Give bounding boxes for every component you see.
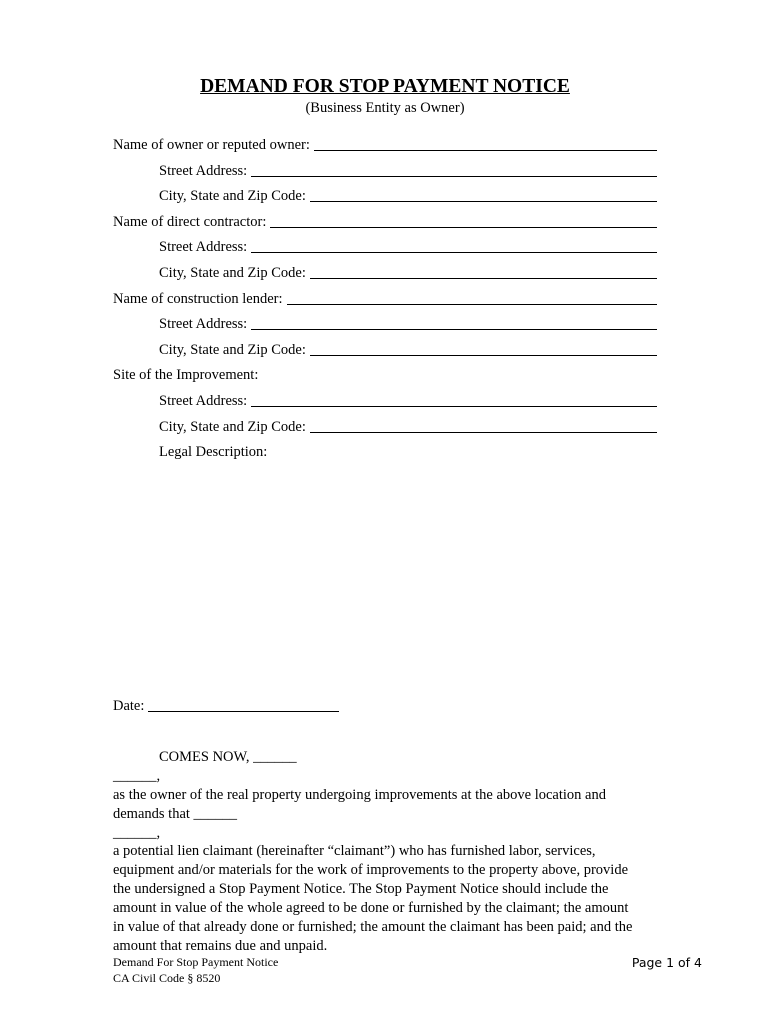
field-blank-line[interactable]: [251, 406, 657, 407]
field-label: City, State and Zip Code:: [159, 341, 306, 358]
footer-title: Demand For Stop Payment Notice: [113, 955, 279, 969]
form-field[interactable]: [159, 418, 657, 436]
field-label: Site of the Improvement:: [113, 367, 259, 384]
form-field[interactable]: [159, 264, 657, 282]
comes-now-text: COMES NOW, ______: [159, 749, 297, 765]
field-blank-line[interactable]: [251, 329, 657, 330]
form-field: [113, 366, 657, 384]
date-blank-line[interactable]: [148, 711, 339, 712]
field-blank-line[interactable]: [310, 201, 657, 202]
body-paragraph-line: a potential lien claimant (hereinafter “claimant”) who has furnished labor, services,: [113, 843, 596, 859]
form-field[interactable]: [113, 136, 657, 154]
body-paragraph-line: amount that remains due and unpaid.: [113, 938, 328, 954]
page-number: Page 1 of 4: [631, 955, 702, 970]
body-paragraph-line: amount in value of the whole agreed to be done or furnished by the claimant; the amount: [113, 900, 629, 916]
body-line-2: demands that ______: [113, 806, 238, 822]
form-field[interactable]: [113, 290, 657, 308]
field-blank-line[interactable]: [310, 278, 657, 279]
field-blank-line[interactable]: [287, 304, 657, 305]
field-blank-line[interactable]: [270, 227, 657, 228]
field-label: Legal Description:: [159, 444, 268, 461]
field-blank-line[interactable]: [251, 176, 657, 177]
body-paragraph-line: the undersigned a Stop Payment Notice. The Stop Payment Notice should include the: [113, 881, 609, 897]
field-label: Name of owner or reputed owner:: [113, 137, 310, 153]
field-label: Street Address:: [159, 162, 248, 179]
body-paragraph-line: equipment and/or materials for the work of improvements to the property above, provide: [113, 862, 629, 878]
date-field[interactable]: [113, 697, 339, 715]
field-label: Street Address:: [159, 393, 248, 409]
field-label: City, State and Zip Code:: [159, 265, 306, 281]
blank-claimant-name: ______,: [113, 825, 161, 841]
document-subtitle: (Business Entity as Owner): [305, 100, 465, 116]
field-label: Name of direct contractor:: [113, 213, 267, 230]
field-blank-line[interactable]: [251, 252, 657, 253]
field-label: Street Address:: [159, 316, 248, 333]
form-field[interactable]: [159, 238, 657, 256]
body-line-1: as the owner of the real property undergoing improvements at the above location and: [113, 787, 606, 803]
document-title: DEMAND FOR STOP PAYMENT NOTICE: [200, 76, 570, 97]
date-label: Date:: [113, 698, 145, 714]
footer-code: CA Civil Code § 8520: [113, 971, 221, 985]
field-blank-line[interactable]: [310, 432, 657, 433]
field-label: City, State and Zip Code:: [159, 418, 306, 435]
form-field: [159, 443, 657, 461]
form-field[interactable]: [159, 341, 657, 359]
field-blank-line[interactable]: [314, 150, 657, 151]
form-field[interactable]: [159, 315, 657, 333]
body-paragraph-line: in value of that already done or furnished; the amount the claimant has been paid; and the: [113, 919, 633, 935]
form-field[interactable]: [113, 213, 657, 231]
field-label: Street Address:: [159, 239, 248, 256]
field-label: Name of construction lender:: [113, 290, 283, 307]
blank-owner-name: ______,: [113, 768, 161, 784]
form-field[interactable]: [159, 187, 657, 205]
field-label: City, State and Zip Code:: [159, 188, 306, 205]
form-field[interactable]: [159, 162, 657, 180]
form-field[interactable]: [159, 392, 657, 410]
field-blank-line[interactable]: [310, 355, 657, 356]
